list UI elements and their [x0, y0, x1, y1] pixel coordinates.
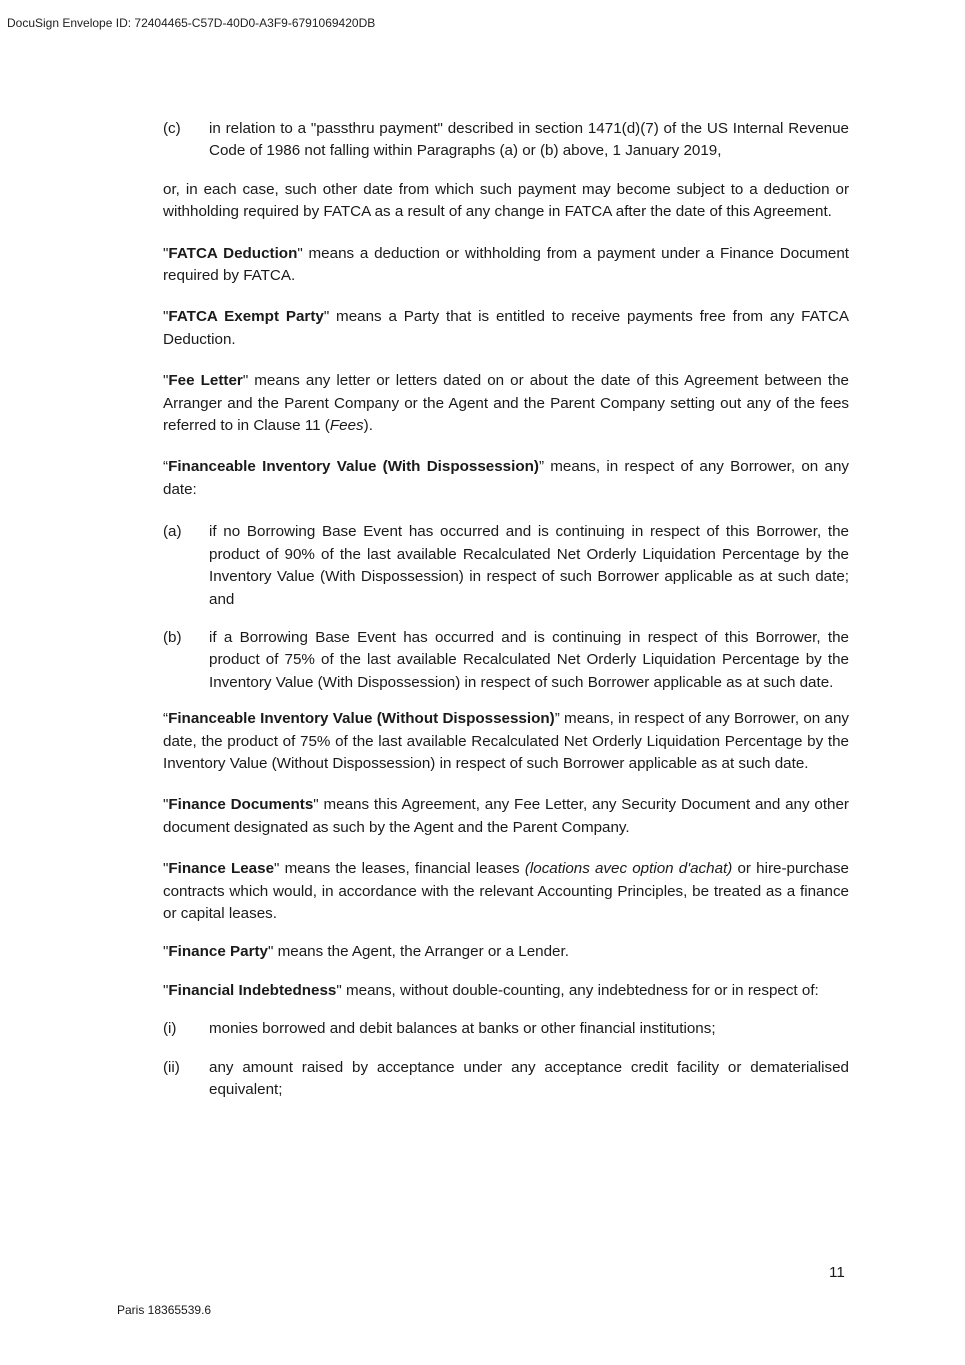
paragraph-or-each-case: or, in each case, such other date from which such payment may become subject to a deduction or withholding required by FATCA as a result of any change in FATCA after the date of this Agreement. [163, 180, 849, 221]
list-item-c [163, 118, 849, 163]
definition-fatca-exempt-party: "FATCA Exempt Party" means a Party that is entitled to receive payments free from any FATCA Deduction. [163, 308, 849, 348]
definition-fee-letter: "Fee Letter" means any letter or letters dated on or about the date of this Agreement between the Arranger and the Parent Company or the Agent and the Parent Company setting out any of the fees referred to in Clause 11 (Fees). [163, 372, 850, 435]
defined-term: Finance Lease [168, 860, 275, 878]
document-reference: Paris 18365539.6 [117, 1303, 212, 1317]
defined-term: Fee Letter [168, 372, 243, 390]
list-item-b [163, 627, 849, 694]
defined-term: FATCA Deduction [168, 244, 298, 262]
defined-term: FATCA Exempt Party [168, 308, 324, 326]
item-label: (b) [163, 628, 182, 646]
item-label: (i) [163, 1020, 177, 1038]
item-label: (ii) [163, 1058, 180, 1076]
item-text: in relation to a "passthru payment" described in section 1471(d)(7) of the US Internal Revenue Code of 1986 not falling within Paragraphs (a) or (b) above, 1 January 2019, [209, 120, 849, 160]
defined-term: Financeable Inventory Value (Without Dispossession) [168, 710, 555, 728]
definition-financeable-inventory-value-with: “Financeable Inventory Value (With Dispossession)” means, in respect of any Borrower, on any date: [163, 458, 849, 498]
list-item-a [163, 521, 849, 611]
defined-term: Financeable Inventory Value (With Dispossession) [168, 458, 539, 476]
list-item-ii [163, 1057, 849, 1102]
definition-finance-party: "Finance Party" means the Agent, the Arranger or a Lender. [163, 943, 569, 961]
item-text: if no Borrowing Base Event has occurred and is continuing in respect of this Borrower, the product of 90% of the last available Recalculated Net Orderly Liquidation Percentage by the Inventory Value (With Dispossession) in respect of such Borrower applicable as at such date; and [209, 523, 849, 608]
docusign-envelope-id: DocuSign Envelope ID: 72404465-C57D-40D0-A3F9-6791069420DB [7, 16, 376, 30]
definition-financeable-inventory-value-without: “Financeable Inventory Value (Without Dispossession)” means, in respect of any Borrower, on any date, the product of 75% of the last available Recalculated Net Orderly Liquidation Percentage by the Inventory Value (Without Dispossession) in respect of such Borrower applicable as at such date. [163, 710, 849, 772]
defined-term: Finance Documents [168, 796, 314, 814]
definition-finance-lease: "Finance Lease" means the leases, financial leases (locations avec option d'achat) or hire-purchase contracts which would, in accordance with the relevant Accounting Principles, be treated as a finance or capital leases. [163, 860, 849, 922]
item-text: any amount raised by acceptance under any acceptance credit facility or dematerialised equivalent; [209, 1058, 849, 1098]
page-number: 11 [829, 1264, 845, 1281]
list-item-i [163, 1018, 849, 1040]
item-label: (c) [163, 120, 181, 137]
item-text: monies borrowed and debit balances at banks or other financial institutions; [209, 1020, 716, 1038]
definition-fatca-deduction: "FATCA Deduction" means a deduction or withholding from a payment under a Finance Document required by FATCA. [163, 244, 849, 285]
defined-term: Finance Party [168, 943, 269, 961]
definition-finance-documents: "Finance Documents" means this Agreement, any Fee Letter, any Security Document and any other document designated as such by the Agent and the Parent Company. [163, 796, 849, 836]
definition-financial-indebtedness: "Financial Indebtedness" means, without double-counting, any indebtedness for or in respect of: [163, 981, 819, 999]
item-label: (a) [163, 523, 182, 541]
defined-term: Financial Indebtedness [168, 981, 337, 999]
document-body [163, 118, 849, 1117]
item-text: if a Borrowing Base Event has occurred and is continuing in respect of this Borrower, the product of 75% of the last available Recalculated Net Orderly Liquidation Percentage by the Inventory Value (With Dispossession) in respect of such Borrower applicable as at such date. [209, 628, 849, 691]
